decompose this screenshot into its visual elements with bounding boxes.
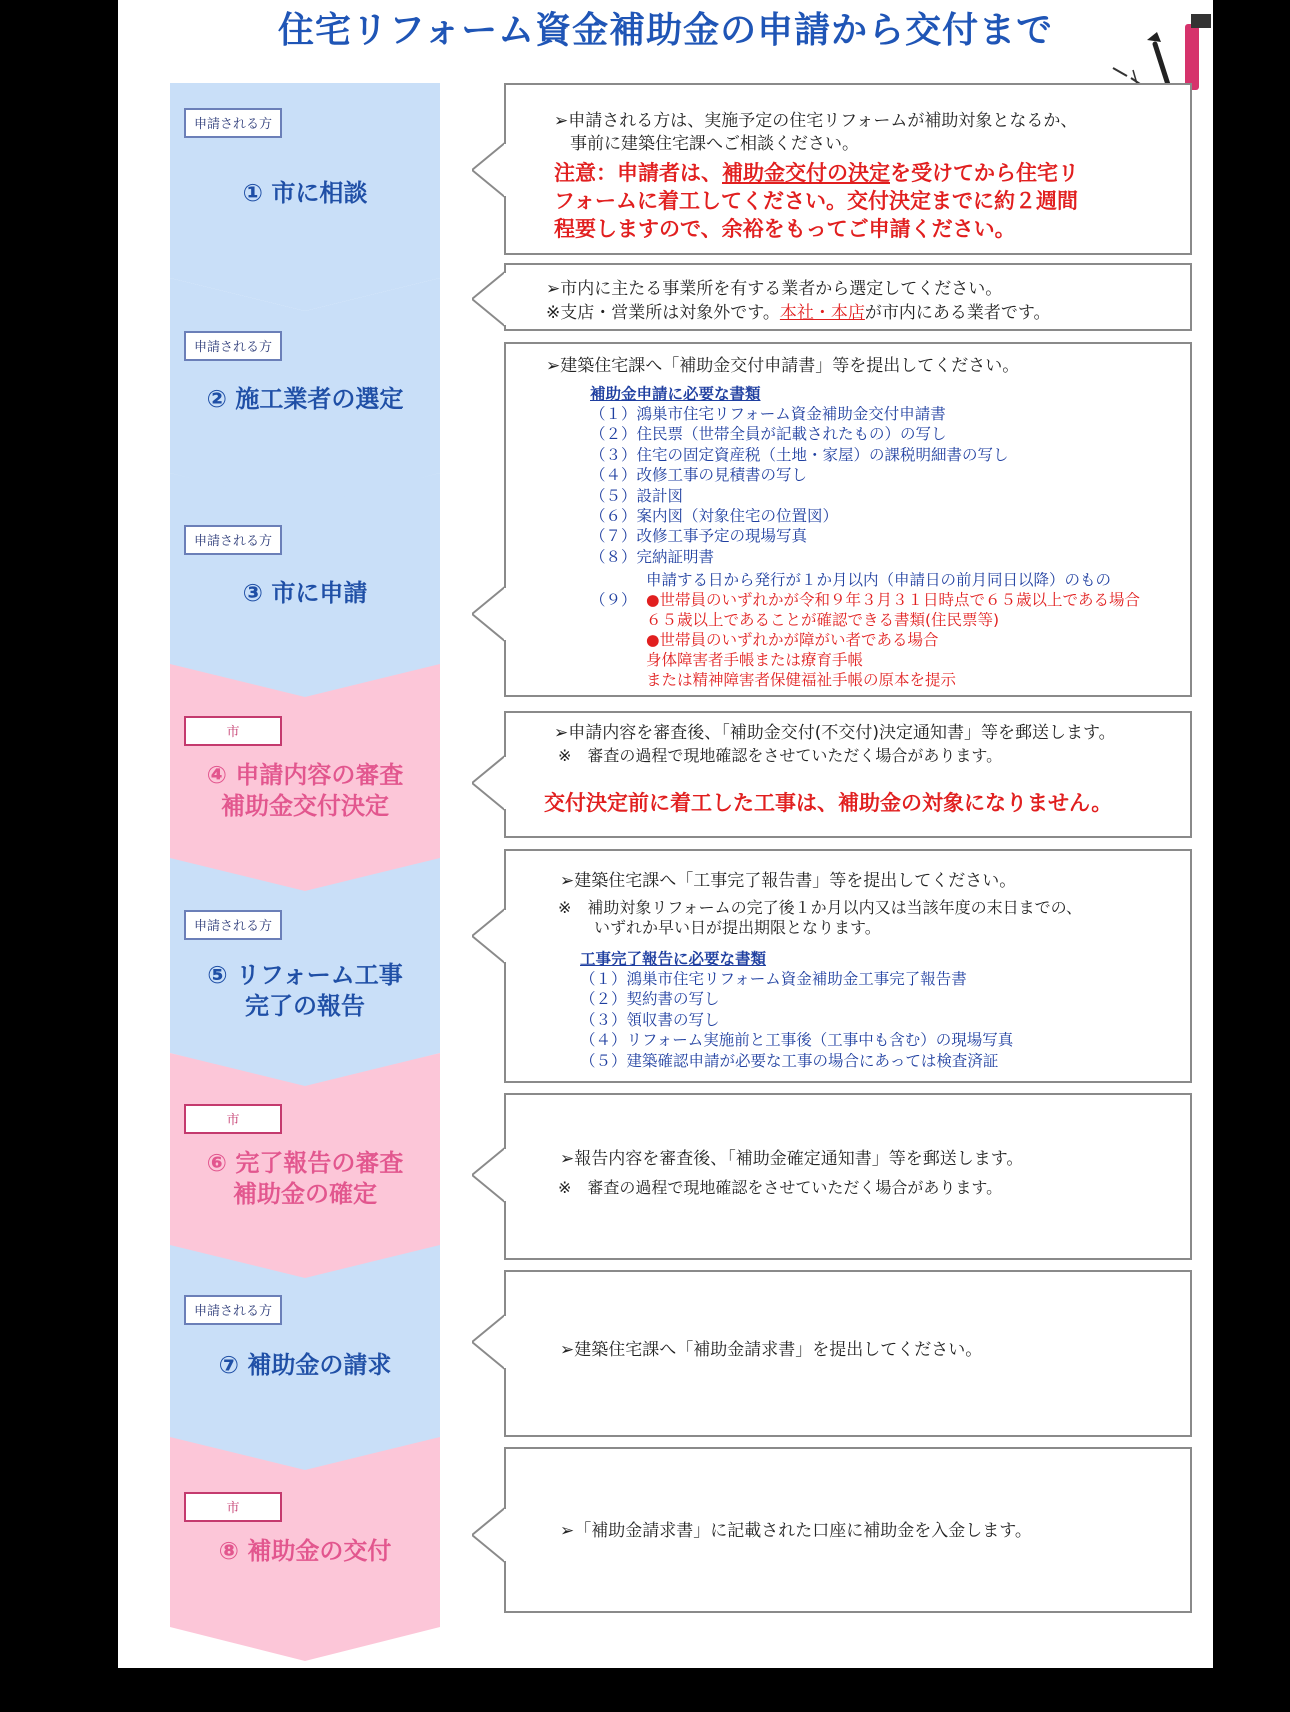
payment-text-1: ➢「補助金請求書」に記載された口座に補助金を入金します。 (560, 1521, 1032, 1541)
document-list-item: （４）改修工事の見積書の写し (590, 466, 808, 485)
applicant-tag: 申請される方 (184, 525, 282, 555)
contractor-box (504, 263, 1192, 331)
applicant-tag: 申請される方 (184, 910, 282, 940)
step-2-label: ② 施工業者の選定 (206, 385, 404, 413)
required-doc-9a: ●世帯員のいずれかが令和９年３月３１日時点で６５歳以上である場合 (646, 591, 1141, 609)
required-doc-9b: ６５歳以上であることが確認できる書類(住民票等) (646, 611, 1000, 629)
completion-text-1: ➢建築住宅課へ「工事完了報告書」等を提出してください。 (560, 871, 1017, 891)
document-list-item: （３）住宅の固定資産税（土地・家屋）の課税明細書の写し (590, 445, 1009, 464)
required-doc-9e: または精神障害者保健福祉手帳の原本を提示 (646, 671, 957, 689)
step-5-label: ⑤ リフォーム工事 完了の報告 (207, 961, 403, 1020)
document-list-item: （１）鴻巣市住宅リフォーム資金補助金交付申請書 (590, 405, 946, 423)
required-docs-heading: 補助金申請に必要な書類 (590, 385, 761, 403)
confirm-text-1: ➢報告内容を審査後、「補助金確定通知書」等を郵送します。 (560, 1149, 1024, 1169)
step-4-label: ④ 申請内容の審査 補助金交付決定 (206, 761, 404, 820)
document-list-item: （１）鴻巣市住宅リフォーム資金補助金工事完了報告書 (580, 970, 967, 988)
review-box (504, 711, 1192, 838)
confirm-text-2: ※ 審査の過程で現地確認をさせていただく場合があります。 (558, 1178, 1003, 1197)
applicant-tag: 申請される方 (184, 331, 282, 361)
city-tag: 市 (184, 1104, 282, 1134)
review-text-1: ➢申請内容を審査後、「補助金交付(不交付)決定通知書」等を郵送します。 (554, 723, 1116, 743)
contractor-text-2: ※支店・営業所は対象外です。本社・本店が市内にある業者です。 (546, 303, 1051, 323)
payment-box (504, 1447, 1192, 1613)
consult-warning-2: フォームに着工してください。交付決定までに約２週間 (554, 189, 1078, 213)
document-list-item: （６）案内図（対象住宅の位置図） (590, 507, 839, 525)
review-warning: 交付決定前に着工した工事は、補助金の対象になりません。 (544, 791, 1113, 815)
document-list-item: （４）リフォーム実施前と工事後（工事中も含む）の現場写真 (580, 1031, 1014, 1050)
claim-text-1: ➢建築住宅課へ「補助金請求書」を提出してください。 (560, 1340, 983, 1360)
step-7-label: ⑦ 補助金の請求 (218, 1351, 392, 1379)
claim-box (504, 1270, 1192, 1437)
required-doc-note: 申請する日から発行が１か月以内（申請日の前月同日以降）のもの (646, 571, 1112, 589)
document-list-item: （３）領収書の写し (580, 1010, 720, 1029)
city-tag: 市 (184, 1492, 282, 1522)
consult-warning-3: 程要しますので、余裕をもってご申請ください。 (554, 217, 1016, 241)
consult-text-2: 事前に建築住宅課へご相談ください。 (570, 134, 859, 154)
consult-text-1: ➢申請される方は、実施予定の住宅リフォームが補助対象となるか、 (554, 111, 1078, 131)
document-list-item: （２）契約書の写し (580, 990, 720, 1009)
page-title: 住宅リフォーム資金補助金の申請から交付まで (277, 10, 1054, 51)
application-box (504, 342, 1192, 697)
step-8-label: ⑧ 補助金の交付 (218, 1537, 392, 1565)
step-1-label: ① 市に相談 (242, 179, 368, 207)
document-list-item: （５）建築確認申請が必要な工事の場合にあっては検査済証 (580, 1051, 999, 1070)
step-3-label: ③ 市に申請 (242, 579, 368, 607)
consult-warning-1: 注意：申請者は、補助金交付の決定を受けてから住宅リ (554, 161, 1079, 185)
confirm-box (504, 1093, 1192, 1260)
hammer-icon (1185, 14, 1211, 90)
review-text-2: ※ 審査の過程で現地確認をさせていただく場合があります。 (558, 746, 1003, 765)
completion-box (504, 849, 1192, 1083)
contractor-text-1: ➢市内に主たる事業所を有する業者から選定してください。 (546, 279, 1003, 299)
applicant-tag: 申請される方 (184, 108, 282, 138)
city-tag: 市 (184, 716, 282, 746)
step-6-label: ⑥ 完了報告の審査 補助金の確定 (206, 1149, 404, 1208)
completion-note-1: ※ 補助対象リフォームの完了後１か月以内又は当該年度の末日までの、 (558, 898, 1082, 917)
required-doc-9c: ●世帯員のいずれかが障がい者である場合 (646, 631, 939, 649)
document-list-item: （５）設計図 (590, 486, 684, 505)
flow-document (118, 0, 1213, 1668)
document-list-item: （２）住民票（世帯全員が記載されたもの）の写し (590, 425, 947, 444)
required-doc-num-9: （９） (590, 591, 637, 609)
required-doc-9d: 身体障害者手帳または療育手帳 (646, 651, 864, 669)
completion-docs-heading: 工事完了報告に必要な書類 (580, 950, 767, 968)
document-list-item: （８）完納証明書 (590, 547, 715, 566)
application-text-1: ➢建築住宅課へ「補助金交付申請書」等を提出してください。 (546, 356, 1020, 376)
document-list-item: （７）改修工事予定の現場写真 (590, 527, 808, 546)
applicant-tag: 申請される方 (184, 1295, 282, 1325)
consult-box (504, 83, 1192, 255)
completion-note-2: いずれか早い日が提出期限となります。 (594, 918, 881, 937)
